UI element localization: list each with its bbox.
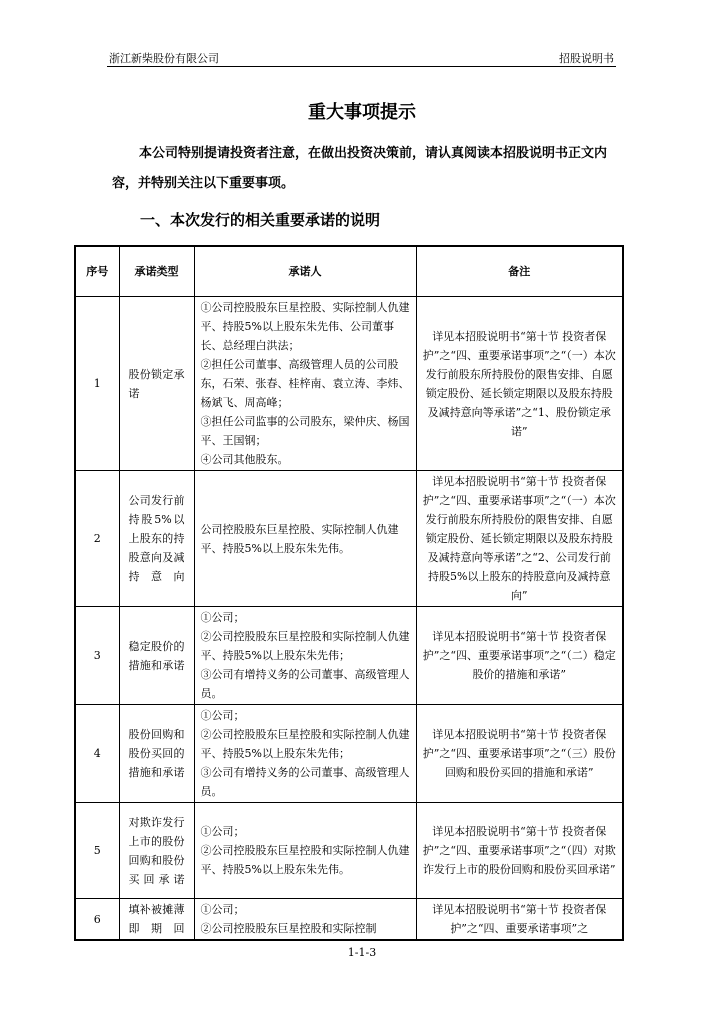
- section-heading: 一、本次发行的相关重要承诺的说明: [140, 211, 381, 229]
- table-row: [75, 705, 623, 803]
- promisor-line: ②公司控股股东巨星控股和实际控制: [200, 922, 377, 935]
- cell-seq: 4: [75, 705, 119, 803]
- promisor-line: ③担任公司监事的公司股东，梁仲庆、杨国平、王国钢；: [200, 415, 410, 447]
- promisor-line: ②担任公司董事、高级管理人员的公司股东，石荣、张春、桂梓南、袁立涛、李炜、杨斌飞、周高峰；: [200, 358, 410, 409]
- cell-promisor: [194, 297, 416, 471]
- promisor-line: 公司控股股东巨星控股、实际控制人仇建平、持股5%以上股东朱先伟。: [200, 522, 399, 555]
- table-row: [75, 899, 623, 941]
- cell-seq: 6: [75, 899, 119, 941]
- promisor-line: ①公司；: [200, 825, 245, 838]
- page-title: 重大事项提示: [308, 102, 416, 123]
- cell-note: 详见本招股说明书“第十节 投资者保护”之“四、重要承诺事项”之“（一）本次发行前股东所持股份的限售安排、自愿锁定股份、延长锁定期限以及股东持股及减持意向等承诺”之“1、股份锁定承诺”: [416, 297, 623, 471]
- cell-type: 公司发行前持股5%以上股东的持股意向及减持意向: [119, 471, 194, 607]
- promisor-line: ③公司有增持义务的公司董事、高级管理人员。: [200, 668, 410, 700]
- table-header-row: [75, 246, 623, 297]
- header-doc-type: 招股说明书: [559, 52, 614, 65]
- cell-note: 详见本招股说明书“第十节 投资者保护”之“四、重要承诺事项”之“（四）对欺诈发行上市的股份回购和股份买回承诺”: [416, 803, 623, 899]
- col-header-note: 备注: [416, 246, 623, 297]
- header-company: 浙江新柴股份有限公司: [109, 52, 219, 65]
- cell-seq: 2: [75, 471, 119, 607]
- page-number: 1-1-3: [347, 946, 377, 959]
- promisor-line: ③公司有增持义务的公司董事、高级管理人员。: [200, 766, 410, 798]
- cell-type: 填补被摊薄即期回: [119, 899, 194, 941]
- cell-seq: 5: [75, 803, 119, 899]
- commitments-table: [74, 245, 624, 941]
- promisor-line: ①公司控股股东巨星控股、实际控制人仇建平、持股5%以上股东朱先伟、公司董事长、总经理白洪法；: [200, 301, 410, 352]
- cell-type: 稳定股价的措施和承诺: [119, 607, 194, 705]
- cell-promisor: [194, 803, 416, 899]
- promisor-line: ②公司控股股东巨星控股和实际控制人仇建平、持股5%以上股东朱先伟；: [200, 630, 410, 662]
- cell-type: 对欺诈发行上市的股份回购和股份买回承诺: [119, 803, 194, 899]
- cell-type: 股份锁定承诺: [119, 297, 194, 471]
- promisor-line: ①公司；: [200, 709, 245, 722]
- promisor-line: ②公司控股股东巨星控股和实际控制人仇建平、持股5%以上股东朱先伟。: [200, 844, 410, 876]
- intro-paragraph: 本公司特别提请投资者注意，在做出投资决策前，请认真阅读本招股说明书正文内容，并特别关注以下重要事项。: [112, 146, 608, 191]
- cell-seq: 3: [75, 607, 119, 705]
- table-row: [75, 607, 623, 705]
- cell-promisor: [194, 705, 416, 803]
- promisor-line: ④公司其他股东。: [200, 453, 289, 466]
- header-rule: [107, 66, 616, 67]
- cell-note: 详见本招股说明书“第十节 投资者保护”之“四、重要承诺事项”之“（二）稳定股价的措施和承诺”: [416, 607, 623, 705]
- cell-promisor: [194, 899, 416, 941]
- promisor-line: ②公司控股股东巨星控股和实际控制人仇建平、持股5%以上股东朱先伟；: [200, 728, 410, 760]
- table-row: [75, 803, 623, 899]
- table-row: [75, 471, 623, 607]
- cell-type: 股份回购和股份买回的措施和承诺: [119, 705, 194, 803]
- col-header-type: 承诺类型: [119, 246, 194, 297]
- col-header-promisor: 承诺人: [194, 246, 416, 297]
- col-header-seq: 序号: [75, 246, 119, 297]
- cell-note: 详见本招股说明书“第十节 投资者保护”之“四、重要承诺事项”之“（三）股份回购和股份买回的措施和承诺”: [416, 705, 623, 803]
- cell-note: 详见本招股说明书“第十节 投资者保护”之“四、重要承诺事项”之“（一）本次发行前股东所持股份的限售安排、自愿锁定股份、延长锁定期限以及股东持股及减持意向等承诺”之“2、公司发行前持股5%以上股东的持股意向及减持意向”: [416, 471, 623, 607]
- cell-note: 详见本招股说明书“第十节 投资者保护”之“四、重要承诺事项”之: [416, 899, 623, 941]
- cell-promisor: [194, 471, 416, 607]
- cell-promisor: [194, 607, 416, 705]
- table-row: [75, 297, 623, 471]
- promisor-line: ①公司；: [200, 903, 245, 916]
- promisor-line: ①公司；: [200, 611, 245, 624]
- cell-seq: 1: [75, 297, 119, 471]
